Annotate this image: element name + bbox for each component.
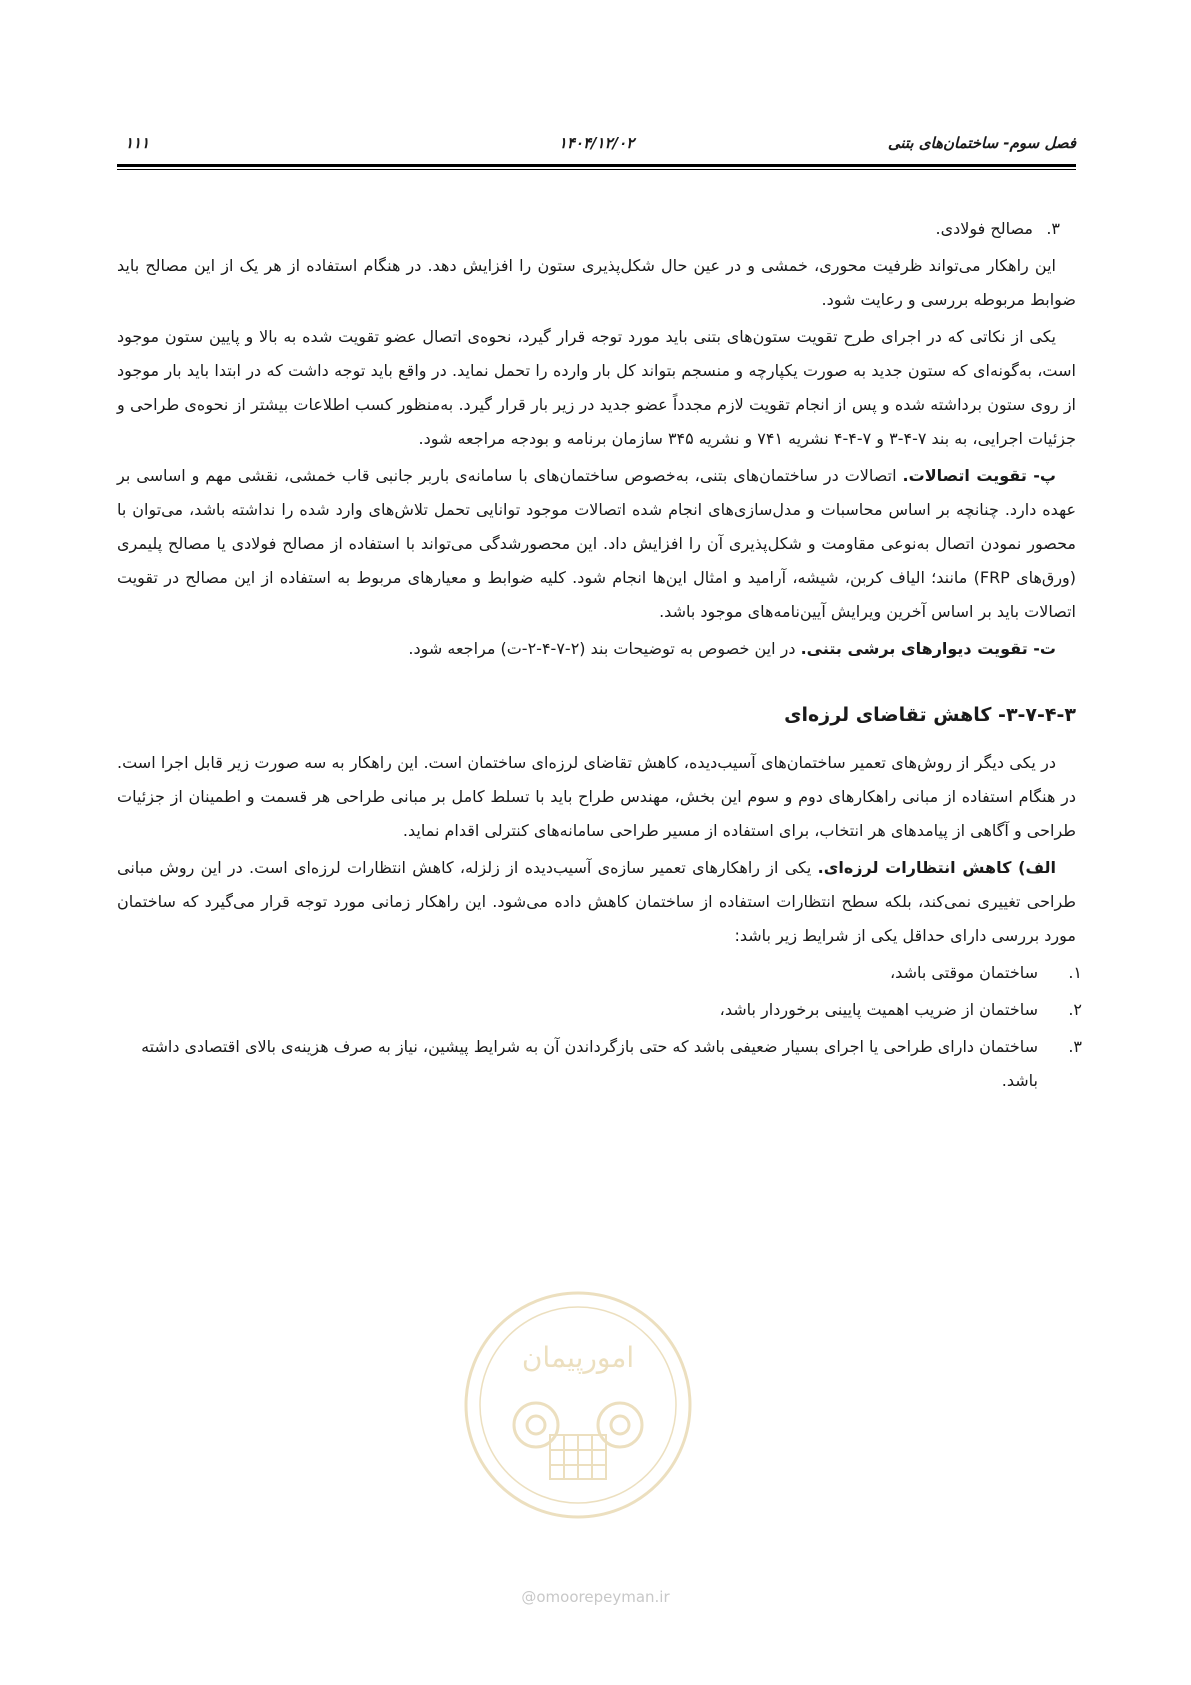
paragraph: یکی از نکاتی که در اجرای طرح تقویت ستون‌های بتنی باید مورد توجه قرار گیرد، نحوه‌ی اتصال عضو تقویت شده به بالا و پایین ستون موجود است، به‌گونه‌ای که ستون جدید به صورت یکپارچه و منسجم بتواند کل بار وارده را تحمل نماید. در واقع باید توجه داشت که در ابتدا باید بار موجود از روی ستون برداشته شده و پس از انجام تقویت لازم مجدداً عضو جدید در زیر بار قرار گیرد. به‌منظور کسب اطلاعات بیشتر از نحوه‌ی طراحی و جزئیات اجرایی، به بند ۷-۴-۳ و ۷-۴-۴ نشریه ۷۴۱ و نشریه ۳۴۵ سازمان برنامه و بودجه مراجعه شود. <box>117 327 1076 448</box>
page-header <box>117 126 1076 160</box>
paragraph-text: اتصالات در ساختمان‌های بتنی، به‌خصوص ساختمان‌های با سامانه‌ی باربر جانبی قاب خمشی، نقشی مهم و اساسی بر عهده دارد. چنانچه بر اساس محاسبات و مدل‌سازی‌های انجام شده اتصالات موجود توانایی تحمل تلاش‌های وارد شده را نداشته باشد، می‌توان با محصور نمودن اتصال به‌نوعی مقاومت و شکل‌پذیری آن را افزایش داد. این محصورشدگی می‌تواند با استفاده از مصالح فولادی یا مصالح پلیمری (ورق‌های FRP) مانند؛ الیاف کربن، شیشه، آرامید و امثال این‌ها انجام شود. کلیه ضوابط و معیارهای مربوط به استفاده از این مصالح در تقویت اتصالات باید بر اساس آخرین ویرایش آیین‌نامه‌های موجود باشد. <box>117 466 1077 621</box>
header-rule-thin <box>117 169 1076 170</box>
list-item <box>117 993 1082 1027</box>
paragraph <box>117 459 1076 629</box>
page-number: ۱۱۱ <box>125 134 150 152</box>
list-item <box>117 1030 1082 1098</box>
chapter-title: فصل سوم- ساختمان‌های بتنی <box>887 134 1076 152</box>
paragraph: در یکی دیگر از روش‌های تعمیر ساختمان‌های آسیب‌دیده، کاهش تقاضای لرزه‌ای ساختمان است. این راهکار به سه صورت زیر قابل اجرا است. در هنگام استفاده از مبانی راهکارهای دوم و سوم این بخش، مهندس طراح باید با تسلط کامل بر مبانی طراحی هر قسمت و اطمینان از جزئیات طراحی و آگاهی از پیامدهای هر انتخاب، برای استفاده از مسیر طراحی سامانه‌های کنترلی اقدام نماید. <box>117 753 1076 840</box>
paragraph: این راهکار می‌تواند ظرفیت محوری، خمشی و در عین حال شکل‌پذیری ستون را افزایش دهد. در هنگام استفاده از هر یک از این مصالح باید ضوابط مربوطه بررسی و رعایت شود. <box>117 256 1076 309</box>
list-number: ۳. <box>1046 219 1060 238</box>
page-body <box>117 212 1082 1101</box>
list-text: ساختمان موقتی باشد، <box>890 963 1038 982</box>
paragraph-lead: الف) کاهش انتظارات لرزه‌ای. <box>817 858 1056 877</box>
watermark-logo-text: امورپیمان <box>521 1341 635 1374</box>
list-item <box>117 212 1076 246</box>
watermark-ring <box>466 1293 690 1517</box>
list-number: ۱. <box>1068 963 1082 982</box>
list-number: ۲. <box>1068 1000 1082 1019</box>
watermark-logo <box>458 1285 698 1525</box>
list-number: ۳. <box>1068 1037 1082 1056</box>
paragraph-text: یکی از راهکارهای تعمیر سازه‌ی آسیب‌دیده از زلزله، کاهش انتظارات لرزه‌ای است. در این روش مبانی طراحی تغییری نمی‌کند، بلکه سطح انتظارات استفاده از ساختمان کاهش داده می‌شود. این راهکار زمانی مورد توجه قرار می‌گیرد که ساختمان مورد بررسی دارای حداقل یکی از شرایط زیر باشد: <box>117 858 1076 945</box>
section-heading: ۳-۷-۴-۳- کاهش تقاضای لرزه‌ای <box>784 704 1076 726</box>
list-text: ساختمان دارای طراحی یا اجرای بسیار ضعیفی باشد که حتی بازگرداندن آن به شرایط پیشین، نیاز به صرف هزینه‌ی بالای اقتصادی داشته باشد. <box>141 1037 1038 1090</box>
paragraph-text: در این خصوص به توضیحات بند (۲-۷-۴-۲-ت) مراجعه شود. <box>408 639 801 658</box>
list-text: مصالح فولادی. <box>935 219 1033 238</box>
header-rule-thick <box>117 164 1076 167</box>
list-item <box>117 956 1082 990</box>
header-date: ۱۴۰۴/۱۲/۰۲ <box>558 134 635 152</box>
paragraph-lead: ت- تقویت دیوارهای برشی بتنی. <box>800 639 1056 658</box>
watermark-url: @omoorepeyman.ir <box>521 1588 670 1606</box>
list-text: ساختمان از ضریب اهمیت پایینی برخوردار باشد، <box>719 1000 1038 1019</box>
paragraph <box>117 632 1076 666</box>
paragraph <box>117 851 1076 953</box>
paragraph-lead: پ- تقویت اتصالات. <box>902 466 1056 485</box>
building-grid-icon <box>550 1435 606 1479</box>
